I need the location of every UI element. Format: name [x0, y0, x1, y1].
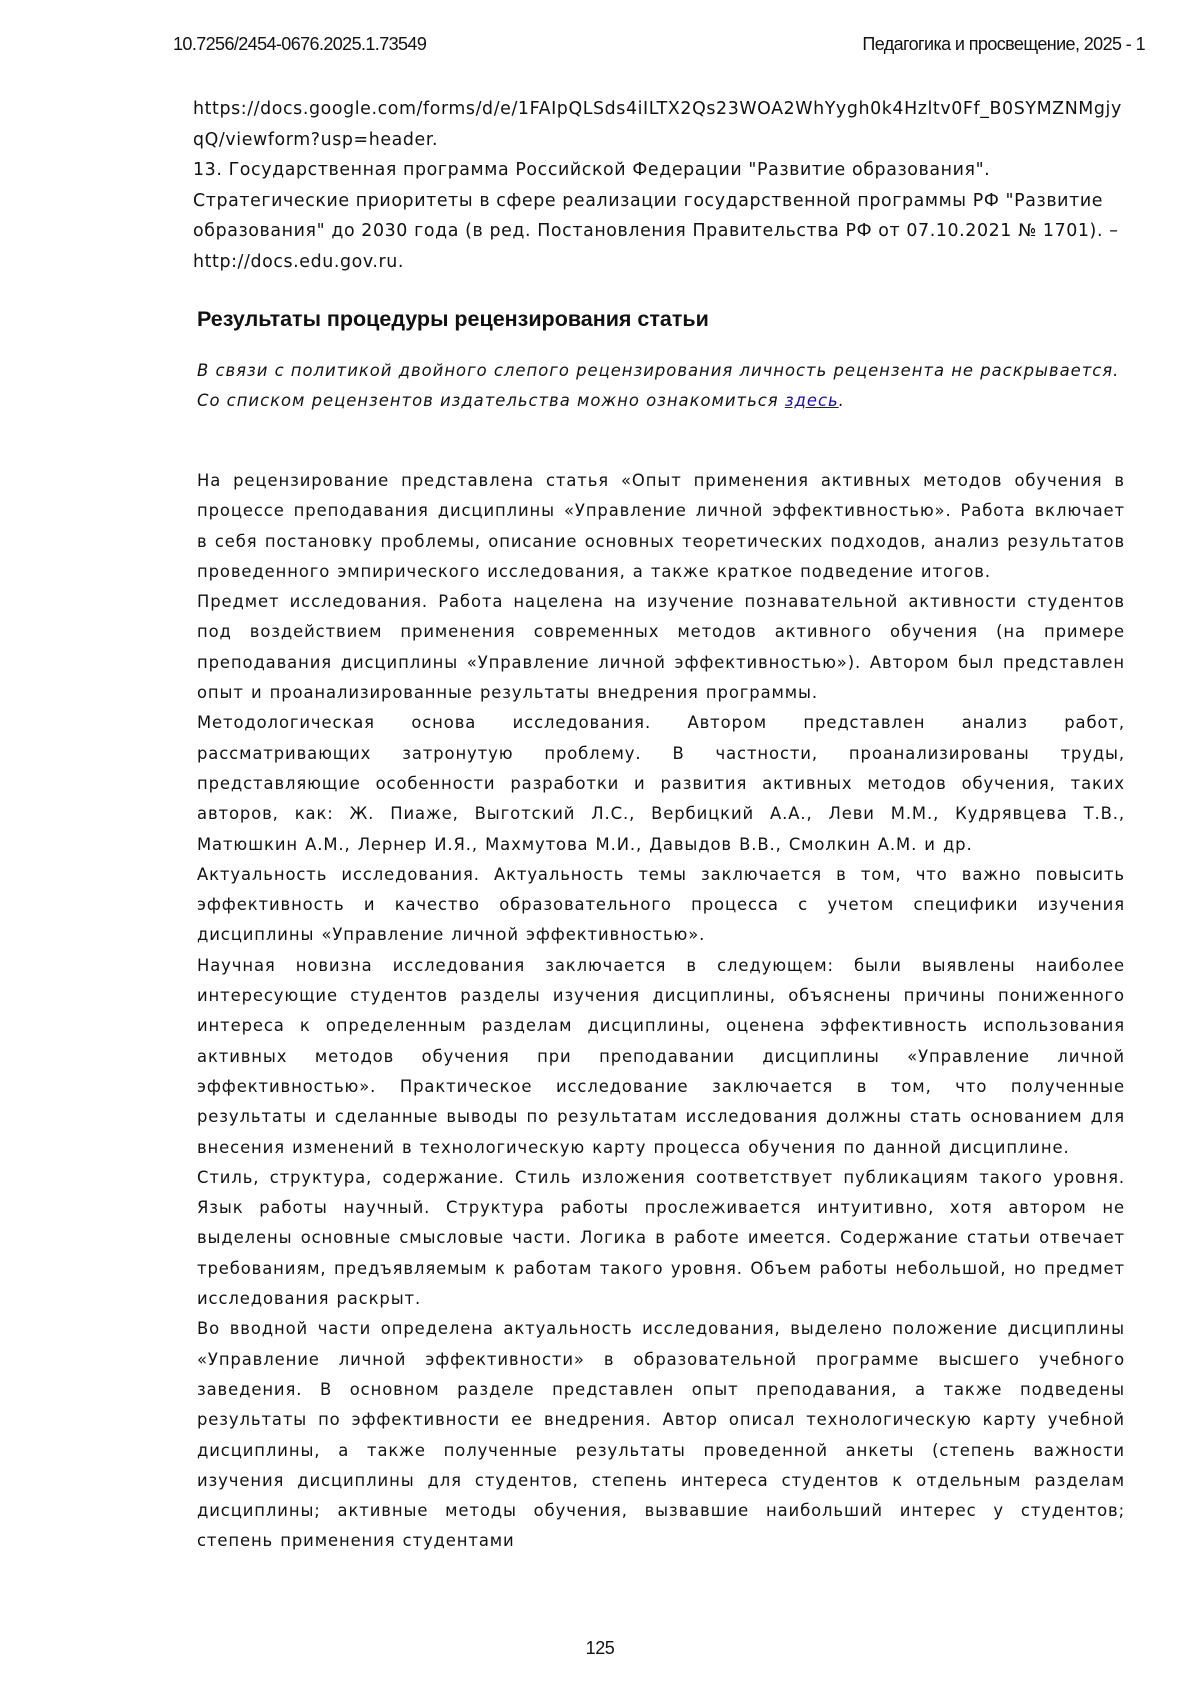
review-paragraph: Методологическая основа исследования. Автором представлен анализ работ, рассматривающих затронутую проблему. В частности, проанализированы труды, представляющие особенности разработки и развития активных методов обучения, таких авторов, как: Ж. Пиаже, Выготский Л.С., Вербицкий А.А., Леви М.М., Кудрявцева Т.В., Матюшкин А.М., Лернер И.Я., Махмутова М.И., Давыдов В.В., Смолкин А.М. и др. [197, 708, 1125, 859]
review-paragraph: Научная новизна исследования заключается в следующем: были выявлены наиболее интересующие студентов разделы изучения дисциплины, объяснены причины пониженного интереса к определенным разделам дисциплины, оценена эффективность использования активных методов обучения при преподавании дисциплины «Управление личной эффективностью». Практическое исследование заключается в том, что полученные результаты и сделанные выводы по результатам исследования должны стать основанием для внесения изменений в технологическую карту процесса обучения по данной дисциплине. [197, 951, 1125, 1163]
review-title: Результаты процедуры рецензирования статьи [197, 304, 709, 334]
review-paragraph: Актуальность исследования. Актуальность темы заключается в том, что важно повысить эффективность и качество образовательного процесса с учетом специфики изучения дисциплины «Управление личной эффективностью». [197, 860, 1125, 951]
doi-label: 10.7256/2454-0676.2025.1.73549 [173, 34, 426, 55]
reference-url[interactable]: https://docs.google.com/forms/d/e/1FAIpQLSds4iILTX2Qs23WOA2WhYygh0k4Hzltv0Ff_B0SYMZNMgjyqQ/viewform?usp=header. [193, 94, 1133, 155]
reviewers-end: . [839, 391, 845, 410]
journal-title: Педагогика и просвещение, 2025 - 1 [862, 34, 1145, 55]
policy-text: В связи с политикой двойного слепого рецензирования личность рецензента не раскрывается. [197, 356, 1125, 386]
reviewers-line [197, 386, 1125, 416]
reviewers-link[interactable]: здесь [785, 391, 839, 410]
page-number: 125 [0, 1638, 1200, 1659]
review-paragraph: Стиль, структура, содержание. Стиль изложения соответствует публикациям такого уровня. Язык работы научный. Структура работы прослеживается интуитивно, хотя автором не выделены основные смысловые части. Логика в работе имеется. Содержание статьи отвечает требованиям, предъявляемым к работам такого уровня. Объем работы небольшой, но предмет исследования раскрыт. [197, 1163, 1125, 1314]
review-body [197, 466, 1125, 1557]
review-paragraph: Предмет исследования. Работа нацелена на изучение познавательной активности студентов под воздействием применения современных методов активного обучения (на примере преподавания дисциплины «Управление личной эффективностью»). Автором был представлен опыт и проанализированные результаты внедрения программы. [197, 587, 1125, 708]
review-policy [197, 356, 1125, 416]
review-paragraph: Во вводной части определена актуальность исследования, выделено положение дисциплины «Управление личной эффективности» в образовательной программе высшего учебного заведения. В основном разделе представлен опыт преподавания, а также подведены результаты по эффективности ее внедрения. Автор описал технологическую карту учебной дисциплины, а также полученные результаты проведенной анкеты (степень важности изучения дисциплины для студентов, степень интереса студентов к отдельным разделам дисциплины; активные методы обучения, вызвавшие наибольший интерес у студентов; степень применения студентами [197, 1314, 1125, 1556]
references-section [193, 94, 1133, 277]
review-paragraph: На рецензирование представлена статья «Опыт применения активных методов обучения в процессе преподавания дисциплины «Управление личной эффективностью». Работа включает в себя постановку проблемы, описание основных теоретических подходов, анализ результатов проведенного эмпирического исследования, а также краткое подведение итогов. [197, 466, 1125, 587]
page-header [173, 34, 1145, 60]
reference-item-13: 13. Государственная программа Российской Федерации "Развитие образования". Стратегические приоритеты в сфере реализации государственной программы РФ "Развитие образования" до 2030 года (в ред. Постановления Правительства РФ от 07.10.2021 № 1701). – http://docs.edu.gov.ru. [193, 155, 1133, 277]
reviewers-text: Со списком рецензентов издательства можно ознакомиться [197, 391, 779, 410]
